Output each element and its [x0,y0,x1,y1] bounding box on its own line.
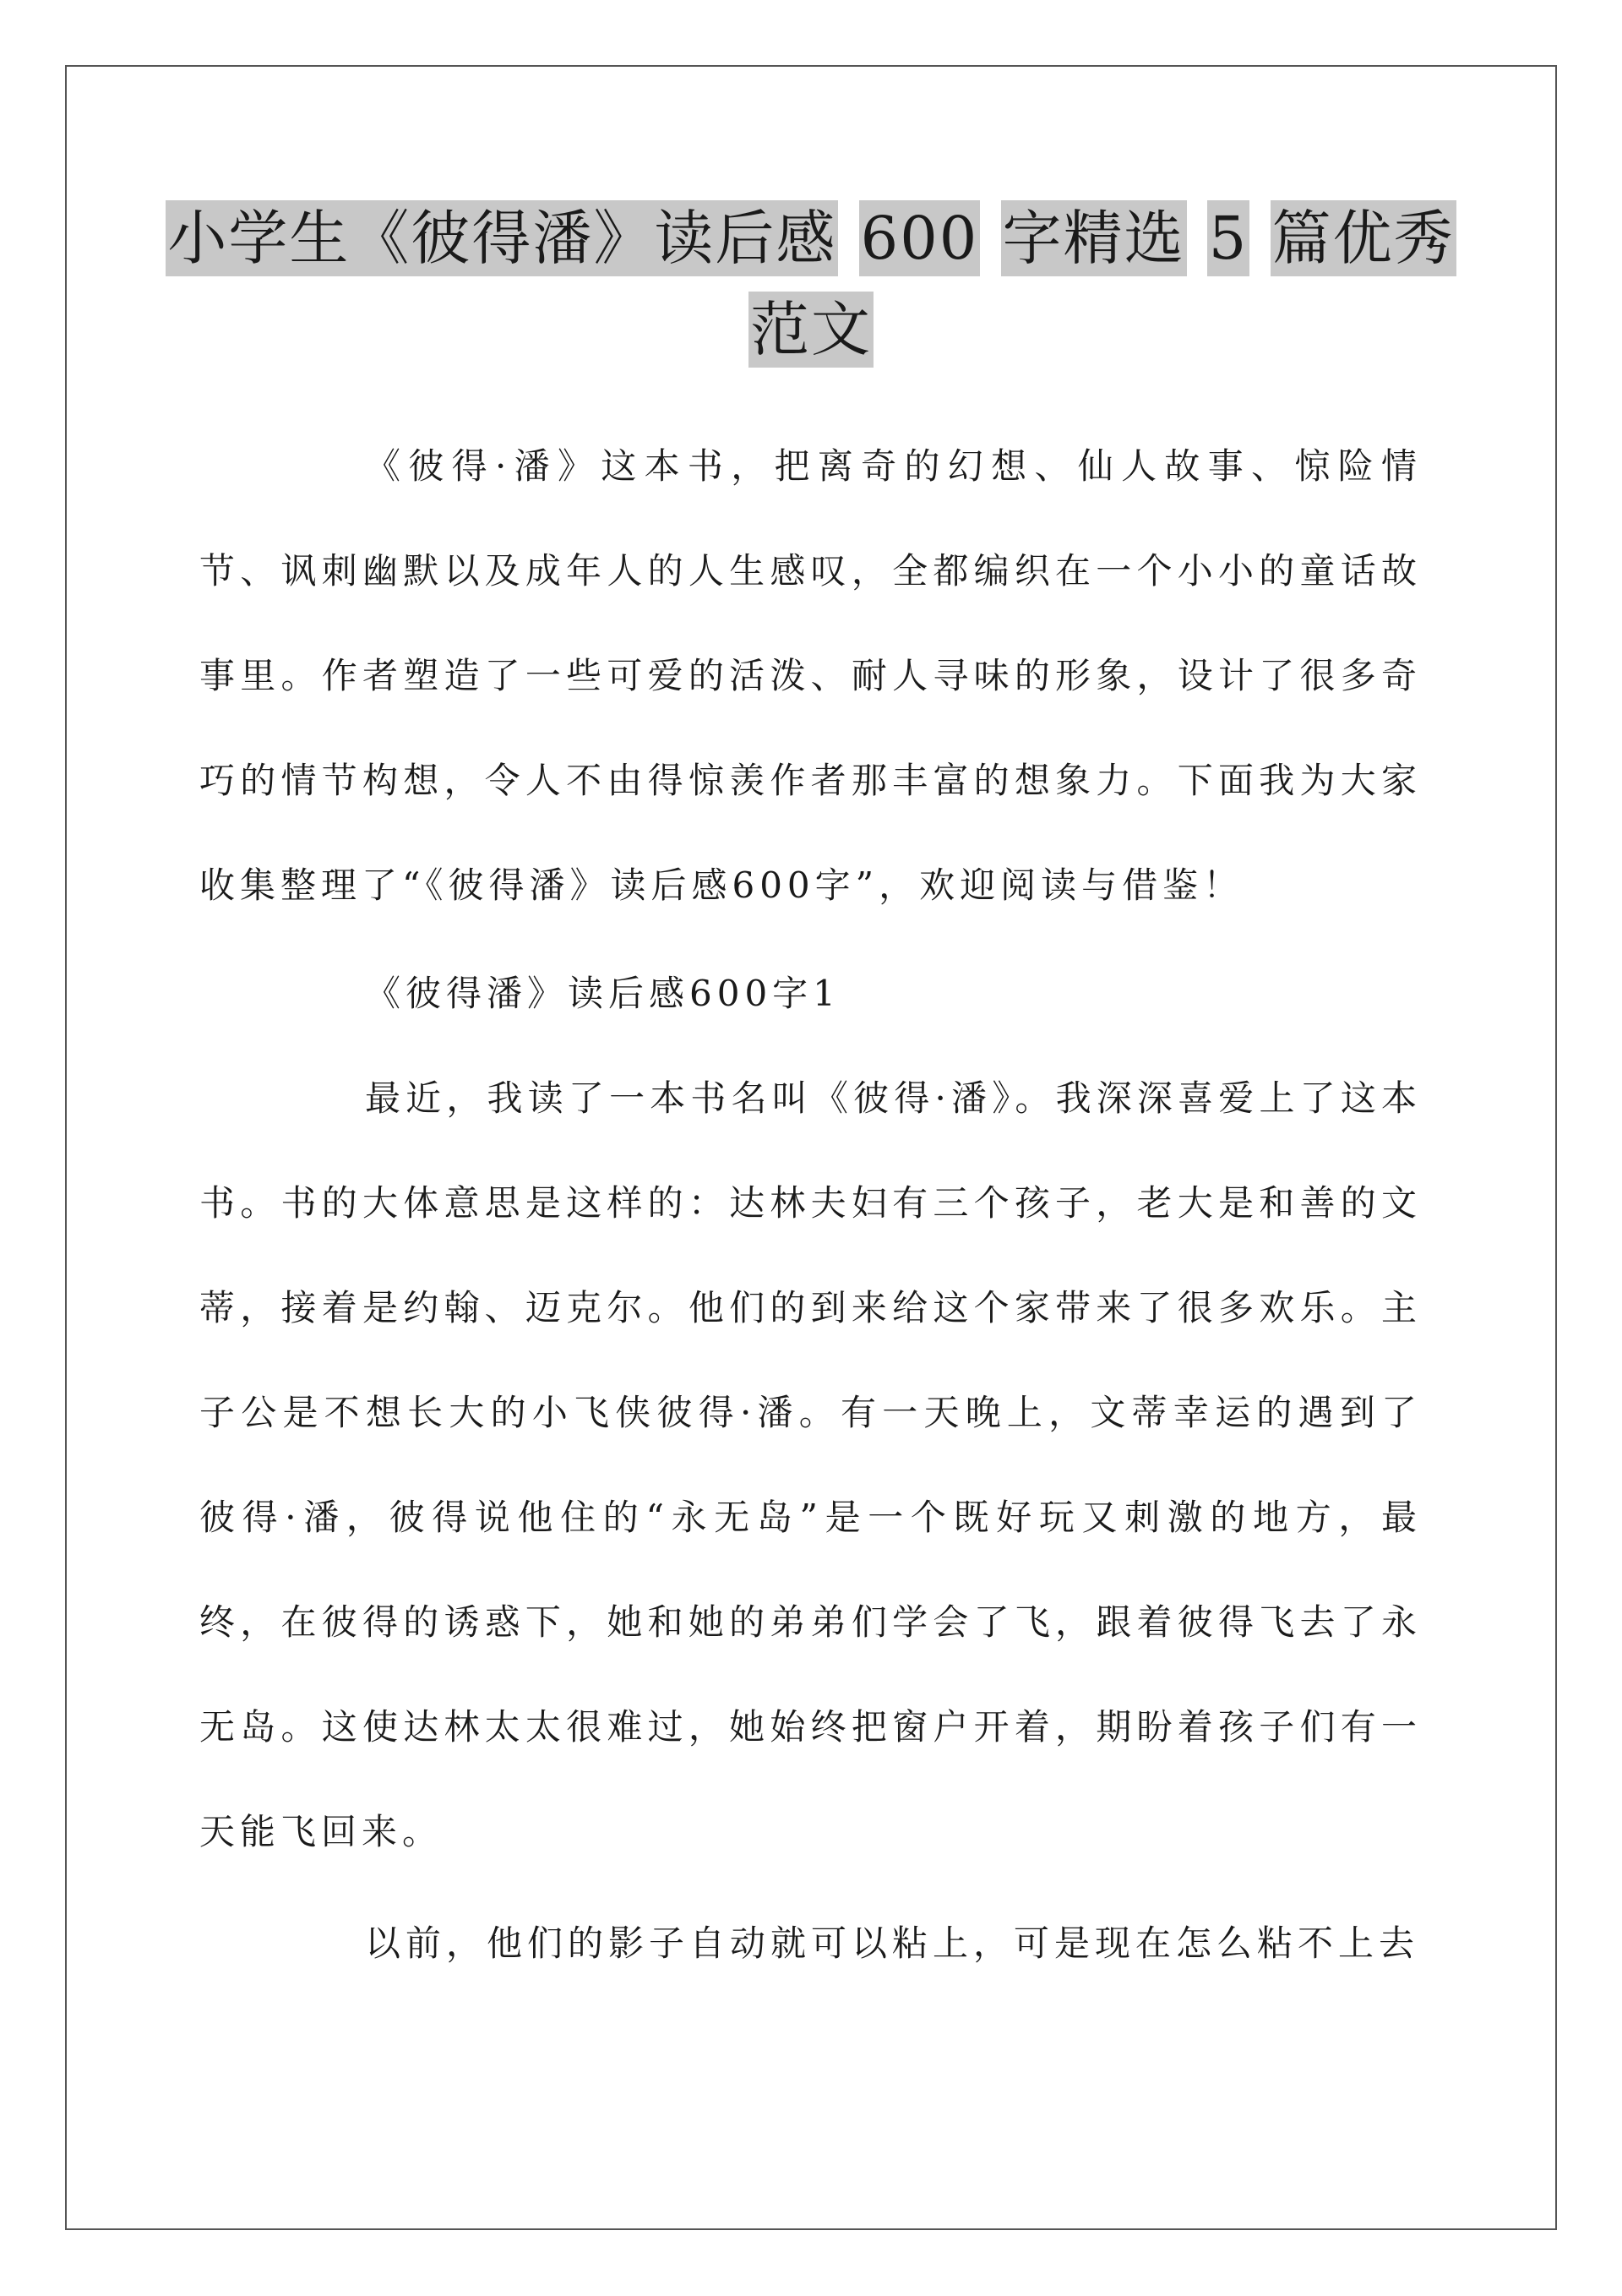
body-paragraph: 以前，他们的影子自动就可以粘上，可是现在怎么粘不上去 [365,1922,1420,1964]
title-segment: 600 [859,200,981,276]
intro-paragraph: 《彼得·潘》这本书，把离奇的幻想、仙人故事、惊险情节、讽刺幽默以及成年人的人生感叹，全都编织在一个小小的童话故事里。作者塑造了一些可爱的活泼、耐人寻味的形象，设计了很多奇巧的情节构想，令人不由得惊羡作者那丰富的想象力。下面我为大家收集整理了“《彼得潘》读后感600字”，欢迎阅读与借鉴！ [199,445,1422,906]
title-segment: 5 [1207,200,1250,276]
title-segment: 小学生《彼得潘》读后感 [166,200,838,276]
document-title [135,193,1487,375]
body-paragraph: 最近，我读了一本书名叫《彼得·潘》。我深深喜爱上了这本书。书的大体意思是这样的：达林夫妇有三个孩子，老大是和善的文蒂，接着是约翰、迈克尔。他们的到来给这个家带来了很多欢乐。主子公是不想长大的小飞侠彼得·潘。有一天晚上，文蒂幸运的遇到了彼得·潘，彼得说他住的“永无岛”是一个既好玩又刺激的地方，最终，在彼得的诱惑下，她和她的弟弟们学会了飞，跟着彼得飞去了永无岛。这使达林太太很难过，她始终把窗户开着，期盼着孩子们有一天能飞回来。 [199,1077,1422,1852]
title-segment: 字精选 [1001,200,1187,276]
section-heading: 《彼得潘》读后感600字1 [365,973,841,1014]
title-segment: 篇优秀 [1271,200,1456,276]
title-segment: 范文 [748,292,874,368]
